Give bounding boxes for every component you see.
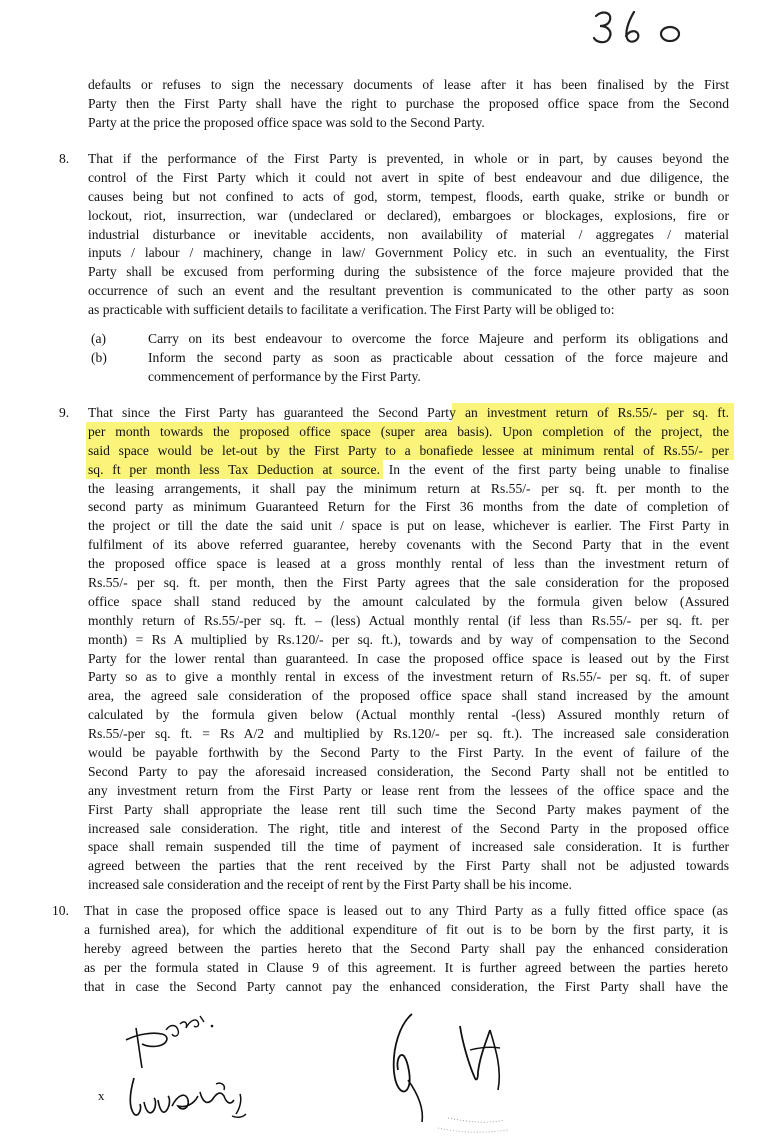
text-line: fulfilment of its above referred guarantee, hereby covenants with the Second Party that in the event bbox=[88, 537, 729, 553]
signature-x-mark: x bbox=[98, 1088, 105, 1103]
text-line: Carry on its best endeavour to overcome the force Majeure and perform its obligations and bbox=[148, 331, 728, 346]
text-line: First Party shall appropriate the lease rent till such time the Second Party makes payment of the bbox=[88, 801, 729, 817]
text-line: Rs.55/- per sq. ft. per month, then the First Party agrees that the sale consideration for the proposed bbox=[88, 575, 729, 591]
text-line: That since the First Party has guaranteed the Second Party an investment return of Rs.55/- per sq. ft. bbox=[88, 405, 729, 420]
text-line: Rs.55/-per sq. ft. = Rs A/2 and multiplied by Rs.120/- per sq. ft.). The increased sale consideration bbox=[88, 726, 729, 742]
text-line: Party then the First Party shall have the right to purchase the proposed office space from the Second bbox=[88, 95, 729, 111]
clause-9-number: 9. bbox=[59, 405, 70, 420]
text-line: Second Party to pay the aforesaid increased consideration, the Second Party shall not be entitled to bbox=[88, 763, 729, 779]
text-line: occurrence of such an event and the resultant prevention is communicated to the other party as soon bbox=[88, 283, 729, 299]
text-line: Inform the second party as soon as practicable about cessation of the force majeure and bbox=[148, 350, 728, 365]
clause-9-body bbox=[88, 404, 729, 895]
sub-item-b-text bbox=[148, 349, 728, 387]
clause-10-body bbox=[84, 902, 728, 996]
text-line: lockout, riot, insurrection, war (undeclared or declared), embargoes or blockages, explosions, fire or bbox=[88, 207, 729, 223]
text-line: space shall remain suspended till the time of payment of increased sale consideration. It is further bbox=[88, 839, 729, 855]
text-line: as practicable with sufficient details to facilitate a verification. The First Party will be obliged to: bbox=[88, 302, 615, 318]
text-line: control of the First Party which it could not avert in spite of best endeavour and due diligence, the bbox=[88, 169, 729, 185]
text-line: that in case the Second Party cannot pay the enhanced consideration, the First Party shall have the bbox=[84, 978, 728, 994]
text-line: the leasing arrangements, it shall pay the minimum return at Rs.55/- per sq. ft. per month to the bbox=[88, 480, 729, 496]
text-line: Party at the price the proposed office space was sold to the Second Party. bbox=[88, 114, 485, 130]
text-line: said space would be let-out by the First Party to a bonafiede lessee at minimum rental of Rs.55/- per bbox=[88, 442, 729, 458]
text-line: hereby agreed between the parties hereto that the Second Party shall pay the enhanced consideration bbox=[84, 940, 728, 956]
text-line: increased sale consideration and the receipt of rent by the First Party shall be his income. bbox=[88, 877, 572, 893]
page-number-handwriting bbox=[588, 4, 698, 48]
handwritten-page-number bbox=[588, 4, 698, 48]
text-line: causes being but not confined to acts of god, storm, tempest, floods, earth quake, strike or bundh or bbox=[88, 188, 729, 204]
sub-item-b-label: (b) bbox=[91, 350, 107, 365]
text-line: would be payable forthwith by the Second Party to the First Party. In the event of failure of the bbox=[88, 745, 729, 761]
text-line: second party as minimum Guaranteed Return for the First 36 months from the date of completion of bbox=[88, 499, 729, 515]
clause-10-number: 10. bbox=[52, 903, 69, 918]
text-line: increased sale consideration. The right, title and interest of the Second Party in the proposed office bbox=[88, 820, 729, 836]
text-line: office space shall stand reduced by the amount calculated by the formula given below (Assured bbox=[88, 593, 729, 609]
text-line: That if the performance of the First Party is prevented, in whole or in part, by causes beyond the bbox=[88, 151, 729, 166]
text-line: agreed between the parties that the rent received by the First Party shall not be adjusted towards bbox=[88, 858, 729, 874]
text-line: area, the agreed sale consideration of the proposed office space shall stand increased by the amount bbox=[88, 688, 729, 704]
text-line: Party shall be excused from performing during the subsistence of the force majeure provided that the bbox=[88, 264, 729, 280]
text-line: month) = Rs A multiplied by Rs.120/- per sq. ft.), towards and by way of compensation to the Second bbox=[88, 631, 729, 647]
signature-second-party bbox=[116, 1066, 266, 1130]
clause-8-number: 8. bbox=[59, 151, 70, 166]
sub-item-a-label: (a) bbox=[91, 331, 107, 346]
text-line: the proposed office space is leased at a gross monthly rental of less than the investment return of bbox=[88, 556, 729, 572]
clause-8-body bbox=[88, 150, 729, 320]
text-line: defaults or refuses to sign the necessary documents of lease after it has been finalised by the First bbox=[88, 77, 729, 92]
text-line: Party so as to give a monthly rental in excess of the investment return of Rs.55/- per sq. ft. of super bbox=[88, 669, 729, 685]
signature-witness bbox=[378, 1010, 538, 1138]
text-line: That in case the proposed office space is leased out to any Third Party as a fully fitted office space (as bbox=[84, 903, 728, 918]
text-line: Party for the lower rental than guaranteed. In case the proposed office space is leased out by the First bbox=[88, 650, 729, 666]
text-line: calculated by the formula given below (Actual monthly rental -(less) Assured monthly return of bbox=[88, 707, 729, 723]
text-line: the project or till the date the said unit / space is put on lease, whichever is earlier. The First Party in bbox=[88, 518, 729, 534]
text-line: commencement of performance by the First Party. bbox=[148, 368, 421, 384]
text-line: sq. ft per month less Tax Deduction at source. In the event of the first party being unable to finalise bbox=[88, 461, 729, 477]
text-line: any investment return from the First Party or lease rent from the lessees of the office space and the bbox=[88, 782, 729, 798]
text-line: per month towards the proposed office space (super area basis). Upon completion of the project, the bbox=[88, 423, 729, 439]
text-line: monthly return of Rs.55/-per sq. ft. – (less) Actual monthly rental (if less than Rs.55/- per sq. ft. per bbox=[88, 612, 729, 628]
sub-item-a-text bbox=[148, 330, 728, 349]
text-line: industrial disturbance or inevitable accidents, non availability of material / aggregates / material bbox=[88, 226, 729, 242]
text-line: as per the formula stated in Clause 9 of this agreement. It is further agreed between the parties hereto bbox=[84, 959, 728, 975]
text-line: a furnished area), for which the additional expenditure of fit out is to be born by the first party, it is bbox=[84, 921, 728, 937]
text-line: inputs / labour / machinery, change in law/ Government Policy etc. in such an eventuality, the First bbox=[88, 245, 729, 261]
intro-paragraph bbox=[88, 76, 729, 133]
